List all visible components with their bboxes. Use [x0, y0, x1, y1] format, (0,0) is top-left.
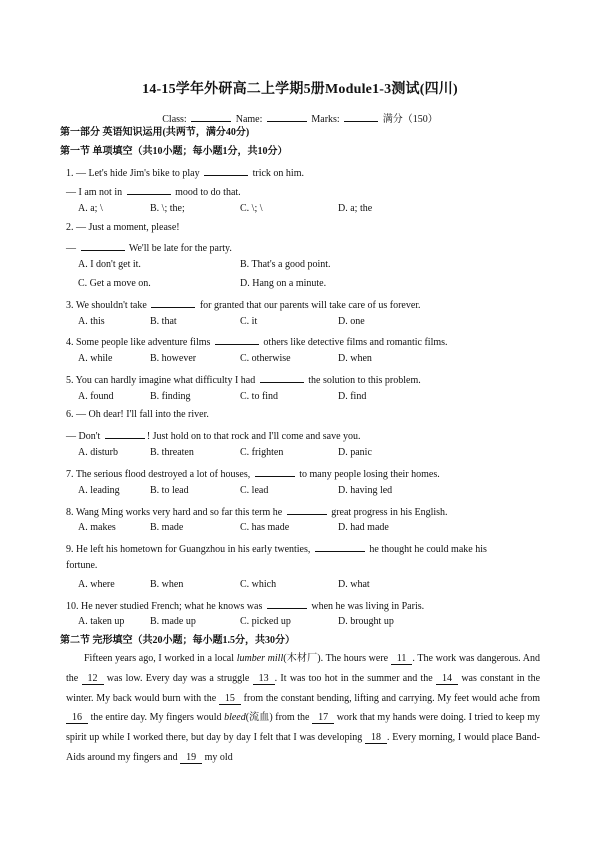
answer-blank [204, 165, 248, 176]
option: C. it [240, 316, 258, 327]
question-1: 1. — Let's hide Jim's bike to play trick on him. [66, 165, 304, 180]
question-7: 7. The serious flood destroyed a lot of houses, to many people losing their homes. [66, 466, 440, 481]
question-1-line-2: — I am not in mood to do that. [66, 184, 241, 199]
cloze-blank-19: 19 [180, 752, 202, 764]
option: C. lead [240, 485, 269, 496]
option: C. picked up [240, 616, 291, 627]
option: D. panic [338, 447, 372, 458]
answer-blank [267, 598, 307, 609]
option: C. Get a move on. [78, 278, 151, 289]
option: B. when [150, 579, 184, 590]
answer-blank [151, 297, 195, 308]
option: D. when [338, 353, 372, 364]
option: B. that [150, 316, 177, 327]
option: B. \; the; [150, 203, 185, 214]
question-2: 2. — Just a moment, please! [66, 222, 180, 233]
answer-blank [260, 372, 304, 383]
option: D. having led [338, 485, 393, 496]
option: A. makes [78, 522, 116, 533]
question-9: 9. He left his hometown for Guangzhou in his early twenties, he thought he could make his [66, 541, 487, 556]
question-6: 6. — Oh dear! I'll fall into the river. [66, 409, 209, 420]
name-blank [267, 111, 307, 122]
question-5: 5. You can hardly imagine what difficulty I had the solution to this problem. [66, 372, 421, 387]
full-score: 满分（150） [382, 114, 438, 125]
question-9-line-2: fortune. [66, 560, 98, 571]
option: C. to find [240, 391, 279, 402]
cloze-blank-13: 13 [253, 673, 275, 685]
option: A. a; \ [78, 203, 103, 214]
option: D. a; the [338, 203, 373, 214]
option: B. however [150, 353, 197, 364]
question-10: 10. He never studied French; what he knows was when he was living in Paris. [66, 598, 424, 613]
option: D. one [338, 316, 365, 327]
option: C. has made [240, 522, 290, 533]
marks-blank [344, 111, 378, 122]
marks-label: Marks: [311, 114, 340, 125]
question-4: 4. Some people like adventure films others like detective films and romantic films. [66, 334, 448, 349]
answer-blank [315, 541, 365, 552]
cloze-blank-11: 11 [391, 653, 413, 665]
cloze-blank-12: 12 [82, 673, 104, 685]
option: B. to lead [150, 485, 189, 496]
option: B. made up [150, 616, 196, 627]
section-heading-cloze: 第二节 完形填空（共20小题；每小题1.5分，共30分） [60, 635, 295, 646]
option: D. brought up [338, 616, 394, 627]
option: D. find [338, 391, 367, 402]
question-8: 8. Wang Ming works very hard and so far this term he great progress in his English. [66, 504, 448, 519]
option: A. this [78, 316, 105, 327]
section-heading-single-choice: 第一节 单项填空（共10小题；每小题1分，共10分） [60, 146, 288, 157]
cloze-blank-18: 18 [365, 732, 387, 744]
option: D. what [338, 579, 370, 590]
option: B. made [150, 522, 184, 533]
answer-blank [105, 428, 145, 439]
option: A. I don't get it. [78, 259, 141, 270]
cloze-blank-14: 14 [436, 673, 458, 685]
cloze-blank-16: 16 [66, 712, 88, 724]
question-6-line-2: — Don't ! Just hold on to that rock and I'll come and save you. [66, 428, 361, 443]
question-3: 3. We shouldn't take for granted that our parents will take care of us forever. [66, 297, 421, 312]
class-blank [191, 111, 231, 122]
option: A. found [78, 391, 114, 402]
option: C. otherwise [240, 353, 291, 364]
option: D. Hang on a minute. [240, 278, 327, 289]
class-label: Class: [162, 114, 187, 125]
option: A. leading [78, 485, 120, 496]
answer-blank [81, 240, 125, 251]
cloze-blank-15: 15 [219, 693, 241, 705]
option: A. where [78, 579, 115, 590]
answer-blank [287, 504, 327, 515]
option: B. finding [150, 391, 191, 402]
option: D. had made [338, 522, 389, 533]
option: C. which [240, 579, 277, 590]
answer-blank [255, 466, 295, 477]
option: A. disturb [78, 447, 118, 458]
page-title: 14-15学年外研高二上学期5册Module1-3测试(四川) [142, 82, 458, 97]
option: C. \; \ [240, 203, 263, 214]
part-heading: 第一部分 英语知识运用(共两节，满分40分) [60, 127, 250, 138]
answer-blank [215, 334, 259, 345]
option: A. while [78, 353, 113, 364]
cloze-blank-17: 17 [312, 712, 334, 724]
name-label: Name: [235, 114, 263, 125]
option: C. frighten [240, 447, 284, 458]
option: A. taken up [78, 616, 125, 627]
question-2-line-2: — We'll be late for the party. [66, 240, 232, 255]
option: B. That's a good point. [240, 259, 331, 270]
option: B. threaten [150, 447, 194, 458]
class-info-line [0, 110, 600, 125]
cloze-passage: Fifteen years ago, I worked in a local lumber mill(木材厂). The hours were 11 . The work was dangerous. And the 12 was low. Every day was a struggle 13 . It was too hot in the summer and the 14 was constant in the winter. My back would burn with the 15 from the constant bending, lifting and carrying. My feet would ache from 16 the entire day. My fingers would bleed(流血) from the 17 work that my hands were doing. I tried to keep my spirit up while I worked there, but day by day I felt that I was developing 18 . Every morning, I would place Band-Aids around my fingers and 19 my old [66, 653, 541, 763]
answer-blank [127, 184, 171, 195]
